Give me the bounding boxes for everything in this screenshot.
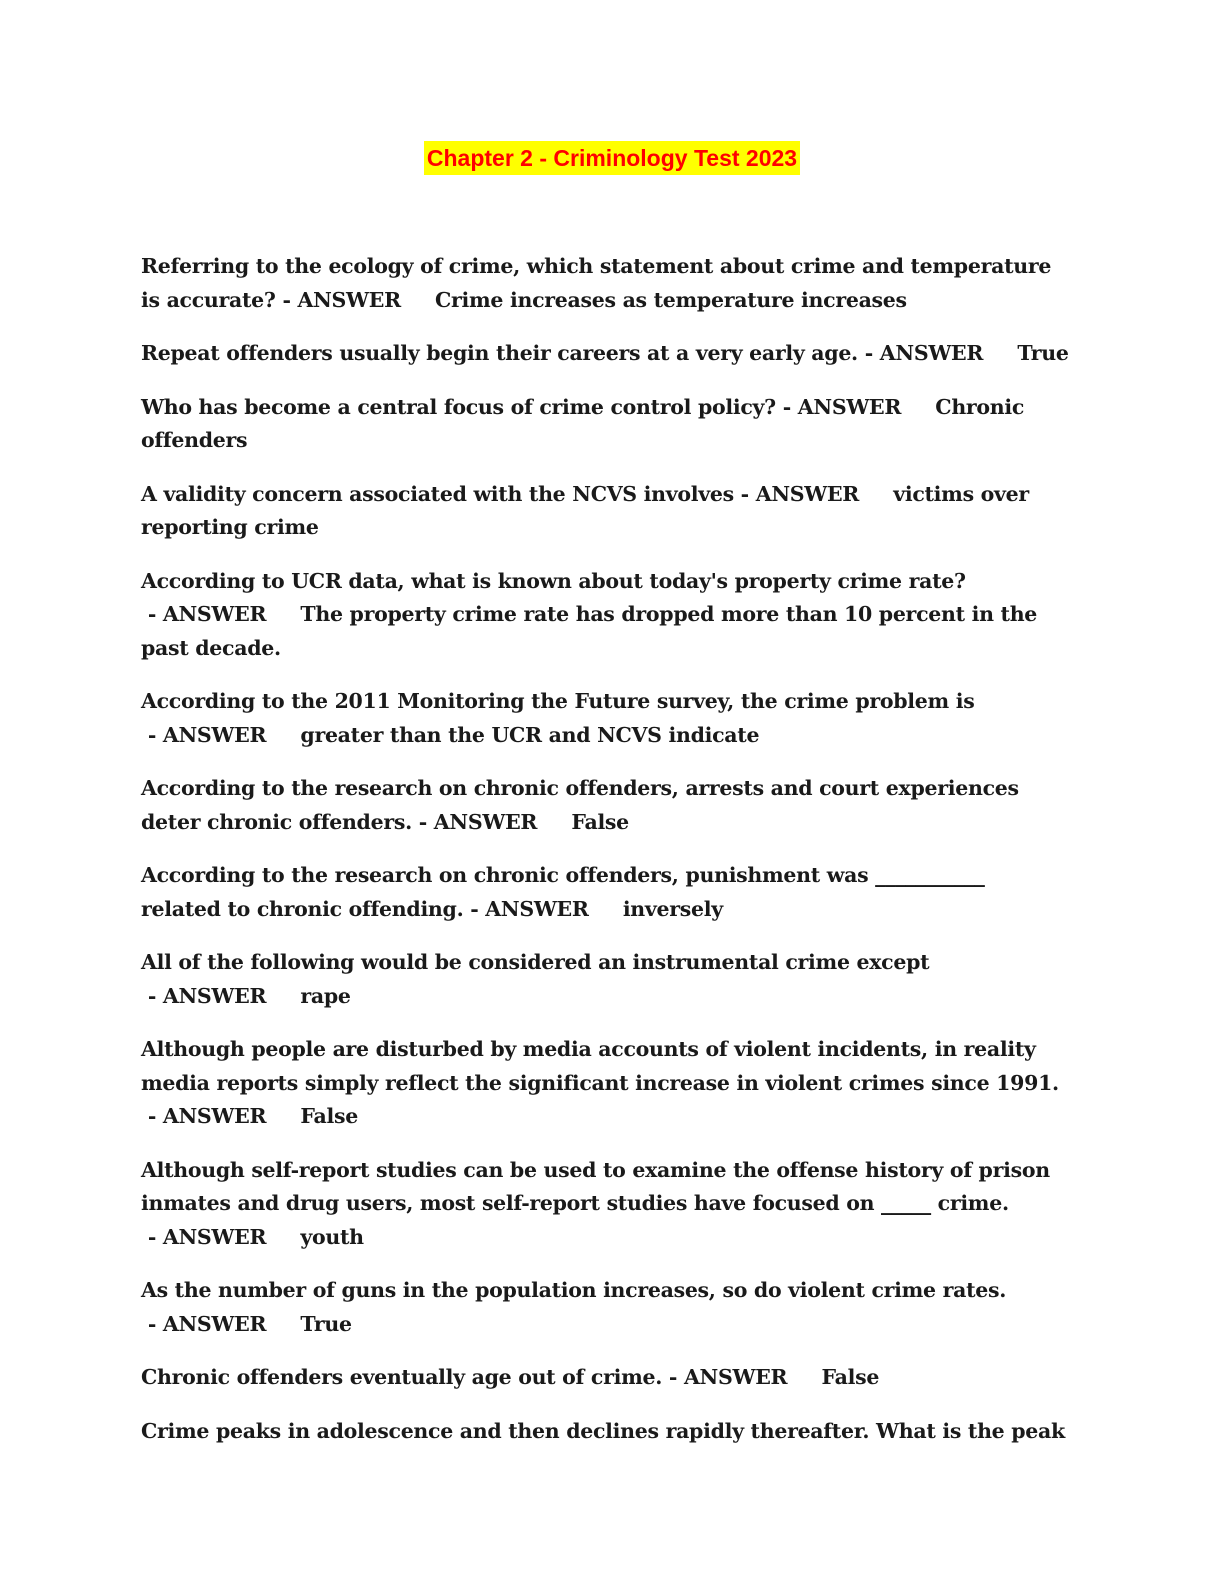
answer-text: False bbox=[300, 1104, 358, 1128]
answer-text: rape bbox=[300, 983, 351, 1008]
qa-item bbox=[141, 565, 1071, 666]
answer-marker: - ANSWER bbox=[141, 722, 301, 747]
question-text: According to the 2011 Monitoring the Future survey, the crime problem is bbox=[141, 689, 975, 713]
answer-text: The property crime rate has dropped more than 10 percent in the past decade. bbox=[141, 602, 1038, 660]
answer-marker: - ANSWER bbox=[733, 481, 894, 506]
answer-marker: - ANSWER bbox=[275, 287, 436, 312]
qa-item bbox=[141, 685, 1071, 752]
answer-marker: - ANSWER bbox=[141, 1311, 301, 1336]
qa-item bbox=[141, 772, 1071, 839]
question-text: Chronic offenders eventually age out of crime. bbox=[141, 1365, 663, 1389]
qa-item-partial bbox=[141, 1415, 1071, 1449]
answer-marker: - ANSWER bbox=[141, 1104, 301, 1128]
answer-marker: - ANSWER bbox=[662, 1365, 822, 1389]
question-text: As the number of guns in the population increases, so do violent crime rates. bbox=[141, 1278, 1007, 1302]
qa-item bbox=[141, 1154, 1071, 1255]
qa-list bbox=[141, 250, 1071, 1468]
answer-marker: - ANSWER bbox=[857, 341, 1018, 365]
answer-text: Chronic offenders bbox=[141, 394, 1025, 452]
question-text: A validity concern associated with the NCVS involves bbox=[141, 481, 734, 506]
answer-marker: - ANSWER bbox=[775, 394, 936, 419]
question-text: According to the research on chronic offenders, arrests and court experiences deter chronic offenders. bbox=[141, 776, 1019, 834]
answer-text: victims over reporting crime bbox=[141, 481, 1029, 539]
answer-text: True bbox=[300, 1311, 352, 1336]
qa-item bbox=[141, 250, 1071, 317]
document-title: Chapter 2 - Criminology Test 2023 bbox=[424, 141, 800, 175]
qa-item bbox=[141, 1033, 1071, 1134]
qa-item bbox=[141, 391, 1071, 458]
question-text: According to the research on chronic offenders, punishment was ___________ related to chronic offending. bbox=[141, 863, 985, 921]
answer-text: greater than the UCR and NCVS indicate bbox=[300, 722, 760, 747]
answer-marker: - ANSWER bbox=[141, 602, 301, 626]
question-text: Crime peaks in adolescence and then declines rapidly thereafter. What is the peak bbox=[141, 1418, 1065, 1443]
answer-marker: - ANSWER bbox=[411, 809, 572, 834]
question-text: All of the following would be considered an instrumental crime except bbox=[141, 950, 930, 974]
qa-item bbox=[141, 337, 1071, 371]
question-text: Although self-report studies can be used to examine the offense history of prison inmates and drug users, most self-report studies have focused on _____ crime. bbox=[141, 1157, 1050, 1215]
question-text: Repeat offenders usually begin their careers at a very early age. bbox=[141, 341, 858, 365]
qa-item bbox=[141, 859, 1071, 926]
answer-marker: - ANSWER bbox=[141, 983, 301, 1008]
title-container bbox=[0, 141, 1224, 175]
answer-text: inversely bbox=[622, 896, 723, 921]
answer-text: youth bbox=[300, 1224, 364, 1249]
qa-item bbox=[141, 478, 1071, 545]
answer-text: False bbox=[571, 809, 629, 834]
answer-text: True bbox=[1017, 341, 1069, 365]
qa-item bbox=[141, 946, 1071, 1013]
question-text: Who has become a central focus of crime control policy? bbox=[141, 394, 776, 419]
qa-item bbox=[141, 1361, 1071, 1395]
answer-marker: - ANSWER bbox=[141, 1224, 301, 1249]
question-text: Although people are disturbed by media accounts of violent incidents, in reality media reports simply reflect the significant increase in violent crimes since 1991. bbox=[141, 1037, 1059, 1095]
question-text: According to UCR data, what is known about today's property crime rate? bbox=[141, 568, 966, 593]
qa-item bbox=[141, 1274, 1071, 1341]
question-text: Referring to the ecology of crime, which statement about crime and temperature is accurate? bbox=[141, 254, 1052, 312]
answer-marker: - ANSWER bbox=[463, 896, 623, 921]
answer-text: Crime increases as temperature increases bbox=[435, 287, 907, 312]
answer-text: False bbox=[821, 1365, 880, 1389]
